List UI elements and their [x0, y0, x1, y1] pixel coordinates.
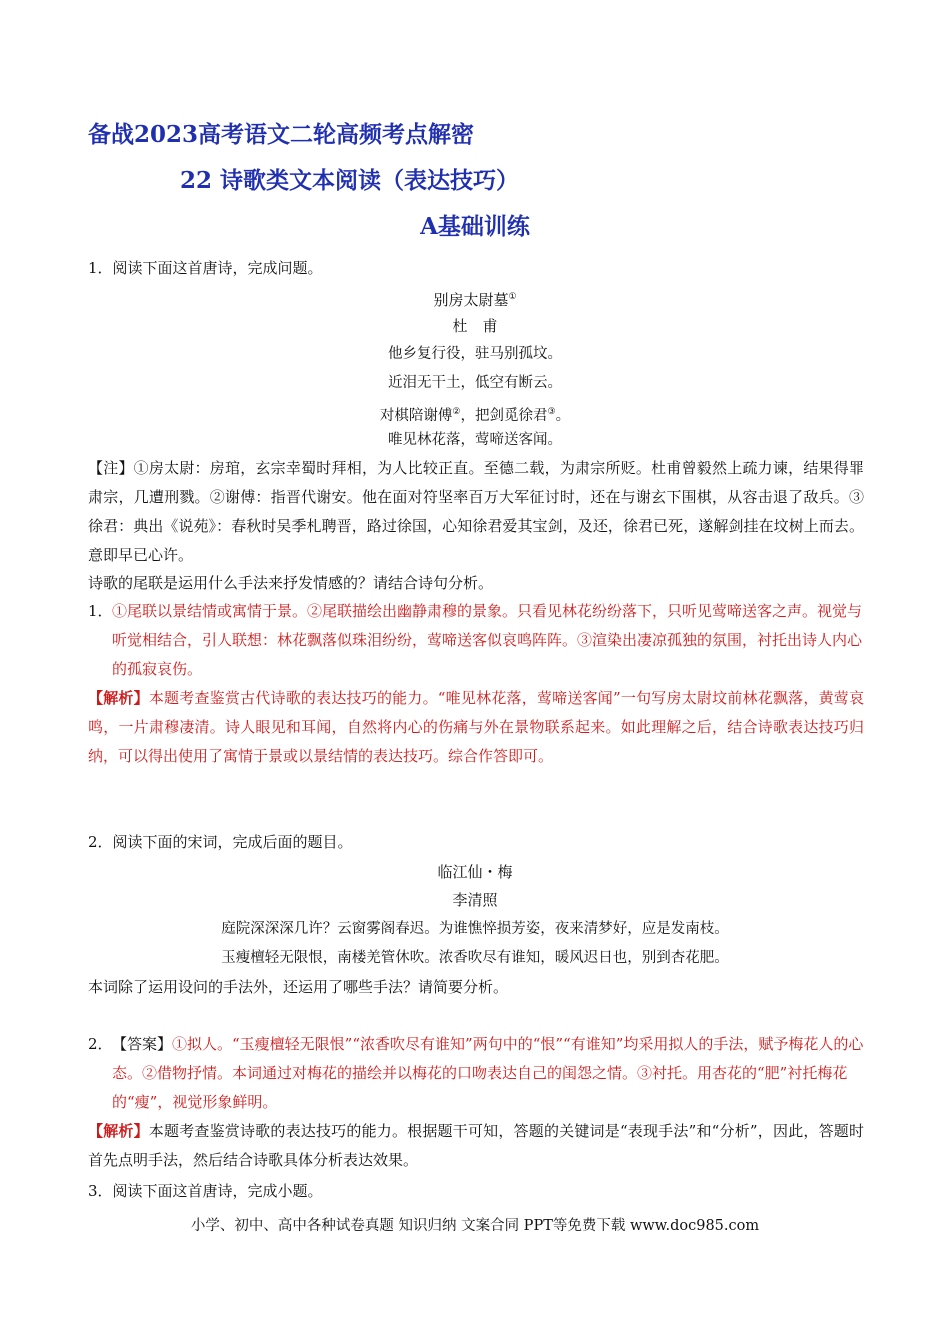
page-footer: 小学、初中、高中各种试卷真题 知识归纳 文案合同 PPT等免费下载 www.doc985.com — [190, 1218, 760, 1234]
q1-line3-part-b: ，把剑觅徐君 — [460, 407, 548, 424]
doc-title-line1: 备战2023高考语文二轮高频考点解密 — [88, 121, 475, 148]
q1-poem-line3 — [0, 402, 950, 426]
q1-line3-sup2: ③ — [547, 407, 556, 417]
q1-poem-line2: 近泪无干土，低空有断云。 — [388, 375, 562, 391]
q2-answer-label: 【答案】 — [112, 1035, 173, 1053]
q2-answer — [88, 1030, 864, 1117]
q3-prompt: 3．阅读下面这首唐诗，完成小题。 — [88, 1182, 323, 1200]
q1-author: 杜 甫 — [452, 317, 498, 335]
q1-line3-part-c: 。 — [555, 407, 571, 424]
q2-analysis-text: 本题考查鉴赏诗歌的表达技巧的能力。根据题干可知，答题的关键词是“表现手法”和“分析”，因此，答题时首先点明手法，然后结合诗歌具体分析表达效果。 — [88, 1122, 864, 1169]
q1-answer — [88, 597, 864, 684]
q1-prompt: 1．阅读下面这首唐诗，完成问题。 — [88, 259, 323, 277]
q1-line3-sup1: ② — [452, 407, 461, 417]
q1-analysis — [88, 684, 864, 771]
q2-answer-text: ①拟人。“玉瘦檀轻无限恨”“浓香吹尽有谁知”两句中的“恨”“有谁知”均采用拟人的手法，赋予梅花人的心态。②借物抒情。本词通过对梅花的描绘并以梅花的口吻表达自己的闺怨之情。③衬托。用杏花的“肥”衬托梅花的“瘦”，视觉形象鲜明。 — [112, 1035, 864, 1111]
q1-poem-title — [0, 287, 950, 310]
q1-line3-part-a: 对棋陪谢傅 — [379, 407, 453, 424]
q1-poem-title-text: 别房太尉墓 — [433, 291, 509, 309]
doc-title-line2: 22 诗歌类文本阅读（表达技巧） — [180, 167, 520, 194]
q1-question: 诗歌的尾联是运用什么手法来抒发情感的？请结合诗句分析。 — [88, 574, 494, 592]
q2-question: 本词除了运用设问的手法外，还运用了哪些手法？请简要分析。 — [88, 978, 509, 996]
q2-analysis — [88, 1117, 864, 1175]
q1-answer-num: 1． — [88, 602, 113, 620]
q2-poem-line1: 庭院深深深几许？云窗雾阁春迟。为谁憔悴损芳姿，夜来清梦好，应是发南枝。 — [221, 921, 729, 937]
q1-analysis-text: 本题考查鉴赏古代诗歌的表达技巧的能力。“唯见林花落，莺啼送客闻”一句写房太尉坟前林花飘落，黄莺哀鸣，一片肃穆凄清。诗人眼见和耳闻，自然将内心的伤痛与外在景物联系起来。如此理解之后，结合诗歌表达技巧归纳，可以得出使用了寓情于景或以景结情的表达技巧。综合作答即可。 — [88, 689, 864, 765]
q2-analysis-label: 【解析】 — [88, 1122, 149, 1140]
q2-prompt: 2．阅读下面的宋词，完成后面的题目。 — [88, 833, 353, 851]
q2-poem-line2: 玉瘦檀轻无限恨，南楼羌管休吹。浓香吹尽有谁知，暖风迟日也，别到杏花肥。 — [221, 950, 729, 966]
q2-answer-body — [88, 1030, 864, 1117]
q1-answer-text: ①尾联以景结情或寓情于景。②尾联描绘出幽静肃穆的景象。只看见林花纷纷落下，只听见莺啼送客之声。视觉与听觉相结合，引人联想：林花飘落似珠泪纷纷，莺啼送客似哀鸣阵阵。③渲染出凄凉孤独的氛围，衬托出诗人内心的孤寂哀伤。 — [112, 602, 863, 678]
doc-title-line3: A基础训练 — [420, 213, 530, 240]
q2-author: 李清照 — [452, 891, 498, 909]
q2-answer-num: 2． — [88, 1035, 113, 1053]
q1-poem-line1: 他乡复行役，驻马别孤坟。 — [388, 346, 562, 362]
q1-analysis-label: 【解析】 — [88, 689, 149, 707]
q1-poem-title-sup: ① — [508, 292, 517, 302]
q2-poem-title: 临江仙・梅 — [437, 863, 513, 881]
q1-poem-line4: 唯见林花落，莺啼送客闻。 — [388, 432, 562, 448]
q1-note: 【注】①房太尉：房琯，玄宗幸蜀时拜相，为人比较正直。至德二载，为肃宗所贬。杜甫曾毅然上疏力谏，结果得罪肃宗，几遭刑戮。②谢傅：指晋代谢安。他在面对符坚率百万大军征讨时，还在与谢玄下围棋，从容击退了敌兵。③徐君：典出《说苑》：春秋时吴季札聘晋，路过徐国，心知徐君爱其宝剑，及还，徐君已死，遂解剑挂在坟树上而去。意即早已心许。 — [88, 459, 864, 564]
